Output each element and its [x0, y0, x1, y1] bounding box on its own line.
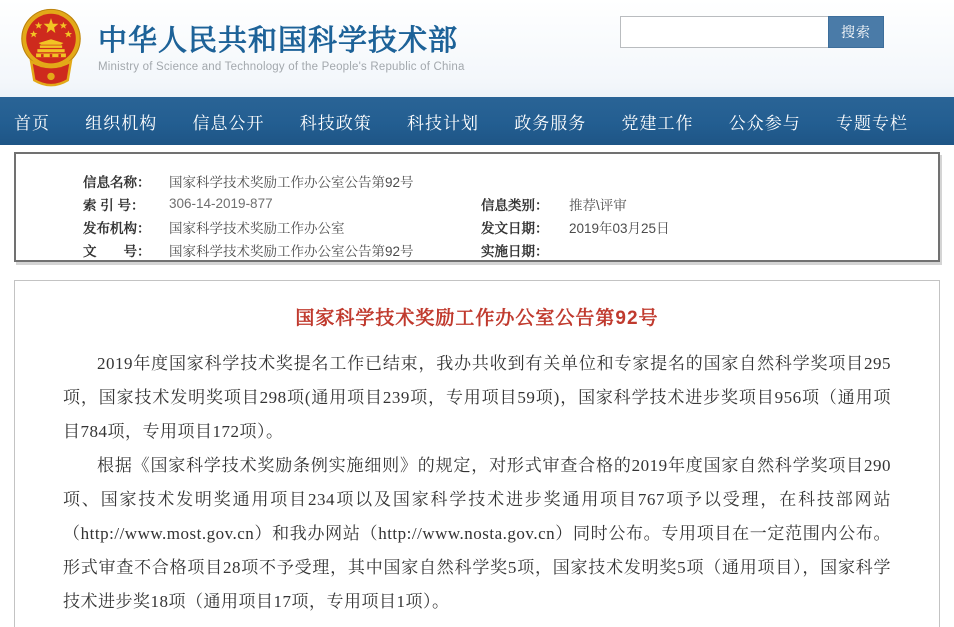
info-doc-number-value: 国家科学技术奖励工作办公室公告第92号 — [169, 243, 414, 259]
site-header — [0, 0, 954, 97]
info-name-label: 信息名称： — [83, 174, 151, 190]
brand-text — [98, 24, 465, 73]
info-doc-number-label: 文 号： — [83, 243, 151, 259]
national-emblem-icon — [20, 8, 82, 94]
info-impl-date-label: 实施日期： — [481, 243, 549, 259]
info-category-label: 信息类别： — [481, 197, 549, 213]
nav-item-government-services[interactable]: 政务服务 — [514, 113, 587, 133]
nav-item-organization[interactable]: 组织机构 — [85, 113, 158, 133]
info-name-value: 国家科学技术奖励工作办公室公告第92号 — [169, 174, 414, 190]
nav-item-party-building[interactable]: 党建工作 — [621, 113, 694, 133]
info-index-value: 306-14-2019-877 — [169, 196, 273, 211]
nav-item-public-participation[interactable]: 公众参与 — [728, 113, 801, 133]
announcement-title: 国家科学技术奖励工作办公室公告第92号 — [295, 308, 659, 329]
search-area — [620, 16, 884, 48]
nav-item-info-disclosure[interactable]: 信息公开 — [192, 113, 265, 133]
info-agency-value: 国家科学技术奖励工作办公室 — [169, 220, 345, 236]
document-info-panel — [14, 152, 940, 262]
nav-item-home[interactable]: 首页 — [14, 113, 50, 133]
info-issue-date-label: 发文日期： — [481, 220, 549, 236]
info-agency-label: 发布机构： — [83, 220, 151, 236]
info-issue-date-value: 2019年03月25日 — [569, 220, 670, 236]
search-button[interactable]: 搜索 — [828, 16, 884, 48]
info-index-label: 索 引 号： — [83, 197, 145, 213]
search-input[interactable] — [620, 16, 828, 48]
announcement-paragraph-2: 根据《国家科学技术奖励条例实施细则》的规定，对形式审查合格的2019年度国家自然科学奖项目290项、国家技术发明奖通用项目234项以及国家科学技术进步奖通用项目767项予以受理，在科技部网站（http://www.most.gov.cn）和我办网站（http://www.nosta.gov.cn）同时公布。专用项目在一定范围内公布。形式审查不合格项目28项不予受理，其中国家自然科学奖5项，国家技术发明奖5项（通用项目），国家科学技术进步奖18项（通用项目17项，专用项目1项）。 — [63, 456, 891, 611]
nav-item-special-columns[interactable]: 专题专栏 — [836, 113, 908, 133]
main-nav — [0, 97, 954, 145]
nav-item-sci-tech-policy[interactable]: 科技政策 — [299, 113, 372, 133]
announcement-body — [14, 280, 940, 627]
info-category-value: 推荐\评审 — [569, 197, 627, 213]
site-title: 中华人民共和国科学技术部 — [98, 25, 459, 57]
announcement-paragraph-1: 2019年度国家科学技术奖提名工作已结束，我办共收到有关单位和专家提名的国家自然科学奖项目295项，国家技术发明奖项目298项(通用项目239项，专用项目59项)，国家科学技术进步奖项目956项（通用项目784项，专用项目172项）。 — [63, 354, 891, 441]
site-subtitle-english: Ministry of Science and Technology of the People's Republic of China — [98, 61, 465, 73]
nav-item-sci-tech-programs[interactable]: 科技计划 — [407, 113, 479, 133]
